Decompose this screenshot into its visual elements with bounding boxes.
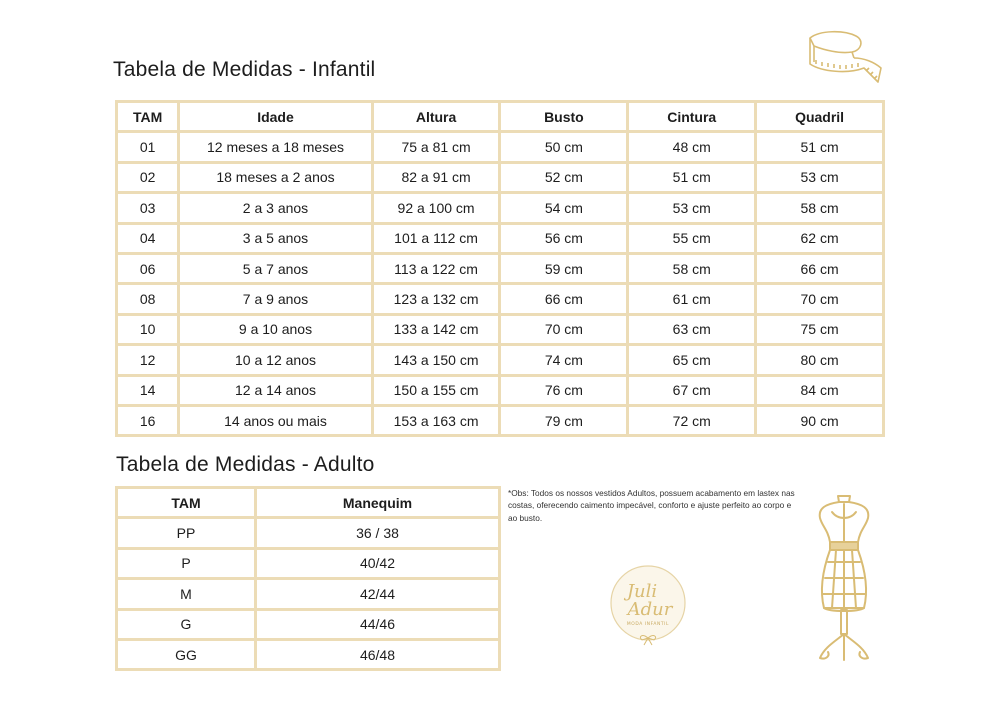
- table-cell: 74 cm: [501, 346, 626, 373]
- table-cell: 61 cm: [629, 285, 754, 312]
- table-row: [118, 611, 498, 638]
- brand-logo: [608, 563, 688, 647]
- table-cell: 150 a 155 cm: [374, 377, 499, 404]
- adult-size-table: [115, 486, 501, 671]
- table-cell: 75 cm: [757, 316, 882, 343]
- table-cell: 01: [118, 133, 177, 160]
- table-cell: 82 a 91 cm: [374, 164, 499, 191]
- table-cell: 92 a 100 cm: [374, 194, 499, 221]
- table-cell: 84 cm: [757, 377, 882, 404]
- logo-line1: Juli: [626, 581, 658, 602]
- adult-note: *Obs: Todos os nossos vestidos Adultos, possuem acabamento em lastex nas costas, oferecendo caimento impecável, conforto e ajuste perfeito ao corpo e ao busto.: [508, 488, 795, 523]
- table-cell: 50 cm: [501, 133, 626, 160]
- table-cell: 90 cm: [757, 407, 882, 434]
- table-cell: 51 cm: [757, 133, 882, 160]
- table-cell: 14: [118, 377, 177, 404]
- table-cell: 10 a 12 anos: [180, 346, 370, 373]
- table-cell: 80 cm: [757, 346, 882, 373]
- table-cell: 7 a 9 anos: [180, 285, 370, 312]
- table-row: [118, 519, 498, 546]
- table-cell: 02: [118, 164, 177, 191]
- table-cell: 56 cm: [501, 225, 626, 252]
- table-cell: 04: [118, 225, 177, 252]
- table-cell: 12 a 14 anos: [180, 377, 370, 404]
- table-cell: 62 cm: [757, 225, 882, 252]
- header-cell: Quadril: [757, 103, 882, 130]
- table-cell: 72 cm: [629, 407, 754, 434]
- table-cell: 44/46: [257, 611, 498, 638]
- table-cell: 153 a 163 cm: [374, 407, 499, 434]
- adult-table-title: Tabela de Medidas - Adulto: [116, 453, 375, 476]
- logo-line2: Adur: [627, 599, 673, 620]
- table-cell: 75 a 81 cm: [374, 133, 499, 160]
- table-cell: 51 cm: [629, 164, 754, 191]
- table-cell: 133 a 142 cm: [374, 316, 499, 343]
- dress-form-icon: [808, 492, 880, 666]
- table-cell: 67 cm: [629, 377, 754, 404]
- table-cell: 66 cm: [757, 255, 882, 282]
- table-cell: 63 cm: [629, 316, 754, 343]
- table-cell: 2 a 3 anos: [180, 194, 370, 221]
- table-cell: 9 a 10 anos: [180, 316, 370, 343]
- table-cell: 42/44: [257, 580, 498, 607]
- table-cell: 5 a 7 anos: [180, 255, 370, 282]
- header-cell: Altura: [374, 103, 499, 130]
- table-cell: 36 / 38: [257, 519, 498, 546]
- table-cell: 46/48: [257, 641, 498, 668]
- table-cell: 14 anos ou mais: [180, 407, 370, 434]
- table-cell: PP: [118, 519, 254, 546]
- table-row: [118, 407, 882, 434]
- table-row: [118, 285, 882, 312]
- header-cell: TAM: [118, 103, 177, 130]
- table-cell: 54 cm: [501, 194, 626, 221]
- table-row: [118, 164, 882, 191]
- table-cell: 65 cm: [629, 346, 754, 373]
- header-cell: TAM: [118, 489, 254, 516]
- table-cell: 76 cm: [501, 377, 626, 404]
- table-row: [118, 580, 498, 607]
- table-cell: 59 cm: [501, 255, 626, 282]
- table-cell: 06: [118, 255, 177, 282]
- kids-table-title: Tabela de Medidas - Infantil: [113, 58, 376, 81]
- table-cell: 52 cm: [501, 164, 626, 191]
- table-row: [118, 225, 882, 252]
- table-cell: 123 a 132 cm: [374, 285, 499, 312]
- table-cell: 70 cm: [501, 316, 626, 343]
- table-cell: 113 a 122 cm: [374, 255, 499, 282]
- header-cell: Cintura: [629, 103, 754, 130]
- table-cell: 10: [118, 316, 177, 343]
- table-cell: 53 cm: [629, 194, 754, 221]
- table-cell: 12: [118, 346, 177, 373]
- table-header-row: [118, 103, 882, 130]
- measuring-tape-icon: [804, 28, 886, 86]
- table-row: [118, 346, 882, 373]
- header-cell: Busto: [501, 103, 626, 130]
- logo-tagline: MODA INFANTIL: [626, 622, 670, 627]
- table-cell: G: [118, 611, 254, 638]
- table-row: [118, 316, 882, 343]
- table-cell: 08: [118, 285, 177, 312]
- table-cell: 18 meses a 2 anos: [180, 164, 370, 191]
- table-row: [118, 255, 882, 282]
- table-cell: 16: [118, 407, 177, 434]
- table-cell: M: [118, 580, 254, 607]
- table-row: [118, 550, 498, 577]
- table-cell: 143 a 150 cm: [374, 346, 499, 373]
- table-cell: 48 cm: [629, 133, 754, 160]
- table-header-row: [118, 489, 498, 516]
- table-row: [118, 641, 498, 668]
- table-cell: 58 cm: [757, 194, 882, 221]
- table-cell: 70 cm: [757, 285, 882, 312]
- table-row: [118, 194, 882, 221]
- table-cell: GG: [118, 641, 254, 668]
- table-cell: 03: [118, 194, 177, 221]
- table-cell: 101 a 112 cm: [374, 225, 499, 252]
- table-cell: 12 meses a 18 meses: [180, 133, 370, 160]
- table-row: [118, 133, 882, 160]
- table-cell: 66 cm: [501, 285, 626, 312]
- table-cell: P: [118, 550, 254, 577]
- table-cell: 53 cm: [757, 164, 882, 191]
- table-cell: 58 cm: [629, 255, 754, 282]
- table-cell: 55 cm: [629, 225, 754, 252]
- table-cell: 40/42: [257, 550, 498, 577]
- kids-size-table: [115, 100, 885, 437]
- header-cell: Idade: [180, 103, 370, 130]
- table-cell: 3 a 5 anos: [180, 225, 370, 252]
- table-row: [118, 377, 882, 404]
- table-cell: 79 cm: [501, 407, 626, 434]
- header-cell: Manequim: [257, 489, 498, 516]
